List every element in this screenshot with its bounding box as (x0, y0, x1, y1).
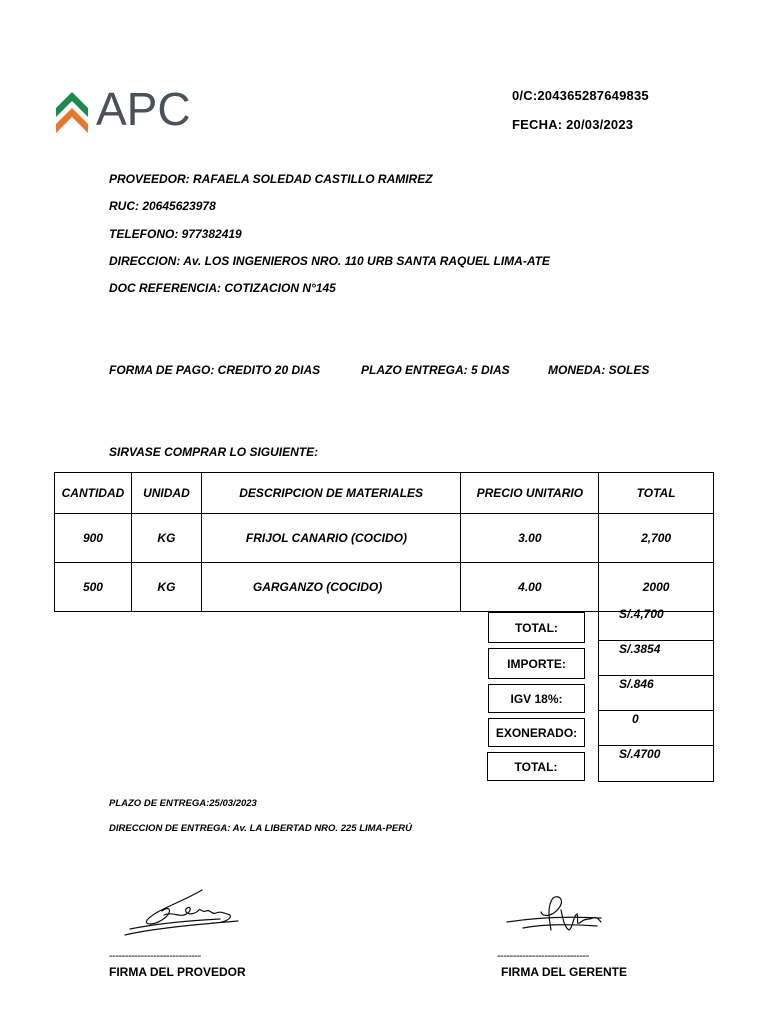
unit-cell: KG (131, 563, 201, 612)
quantity-cell: 500 (55, 563, 132, 612)
summary-value-total: S/.4,700 (619, 607, 664, 621)
column-header: UNIDAD (131, 473, 201, 514)
manager-signature-label: FIRMA DEL GERENTE (501, 965, 628, 979)
supplier-signature-label: FIRMA DEL PROVEDOR (109, 965, 246, 979)
summary-value-cell (599, 746, 713, 781)
delivery-address: DIRECCION DE ENTREGA: Av. LA LIBERTAD NRO. 225 LIMA-PERÚ (109, 823, 412, 834)
unit-price-cell: 4.00 (461, 563, 599, 612)
supplier-address: DIRECCION: Av. LOS INGENIEROS NRO. 110 URB SANTA RAQUEL LIMA-ATE (109, 254, 550, 268)
summary-values (598, 606, 714, 782)
document-reference: DOC REFERENCIA: COTIZACION N°145 (109, 281, 336, 295)
column-header: PRECIO UNITARIO (461, 473, 599, 514)
supplier-signature (120, 885, 245, 940)
summary-label-igv: IGV 18%: (488, 684, 585, 713)
summary-value-igv: S/.846 (619, 677, 654, 691)
table-row (55, 563, 714, 612)
supplier-ruc: RUC: 20645623978 (109, 199, 216, 213)
summary-value-importe: S/.3854 (619, 642, 661, 656)
delivery-terms: PLAZO ENTREGA: 5 DIAS (361, 363, 510, 377)
quantity-cell: 900 (55, 514, 132, 563)
summary-value-cell (599, 606, 713, 641)
order-number: 0/C:204365287649835 (512, 88, 649, 103)
currency: MONEDA: SOLES (548, 363, 650, 377)
line-total-cell: 2000 (599, 563, 714, 612)
line-total-cell: 2,700 (599, 514, 714, 563)
summary-label-grand-total: TOTAL: (487, 752, 585, 781)
column-header: CANTIDAD (55, 473, 132, 514)
column-header: DESCRIPCION DE MATERIALES (201, 473, 461, 514)
manager-signature (503, 890, 608, 940)
description-cell: FRIJOL CANARIO (COCIDO) (201, 514, 461, 563)
company-logo (56, 83, 191, 138)
description-cell: GARGANZO (COCIDO) (201, 563, 461, 612)
payment-terms: FORMA DE PAGO: CREDITO 20 DIAS (109, 363, 321, 377)
manager-signature-line: ----------------------------- (497, 950, 589, 962)
summary-value-cell (599, 711, 713, 746)
logo-text: APC (96, 83, 191, 135)
items-table (54, 472, 714, 612)
summary-label-exonerado: EXONERADO: (488, 718, 585, 747)
supplier-signature-line: ----------------------------- (109, 950, 201, 962)
summary-value-cell (599, 676, 713, 711)
supplier-name: PROVEEDOR: RAFAELA SOLEDAD CASTILLO RAMIREZ (109, 172, 433, 186)
summary-value-grand-total: S/.4700 (619, 747, 661, 761)
summary-label-total: TOTAL: (488, 612, 585, 643)
order-date: FECHA: 20/03/2023 (512, 117, 634, 132)
request-text: SIRVASE COMPRAR LO SIGUIENTE: (109, 445, 319, 459)
summary-label-importe: IMPORTE: (488, 648, 585, 679)
unit-cell: KG (131, 514, 201, 563)
summary-value-exonerado: 0 (632, 712, 639, 726)
unit-price-cell: 3.00 (461, 514, 599, 563)
table-row (55, 514, 714, 563)
summary-value-cell (599, 641, 713, 676)
supplier-phone: TELEFONO: 977382419 (109, 227, 242, 241)
delivery-date: PLAZO DE ENTREGA:25/03/2023 (109, 798, 257, 809)
column-header: TOTAL (599, 473, 714, 514)
table-header-row (55, 473, 714, 514)
chevron-logo-icon (56, 86, 92, 136)
